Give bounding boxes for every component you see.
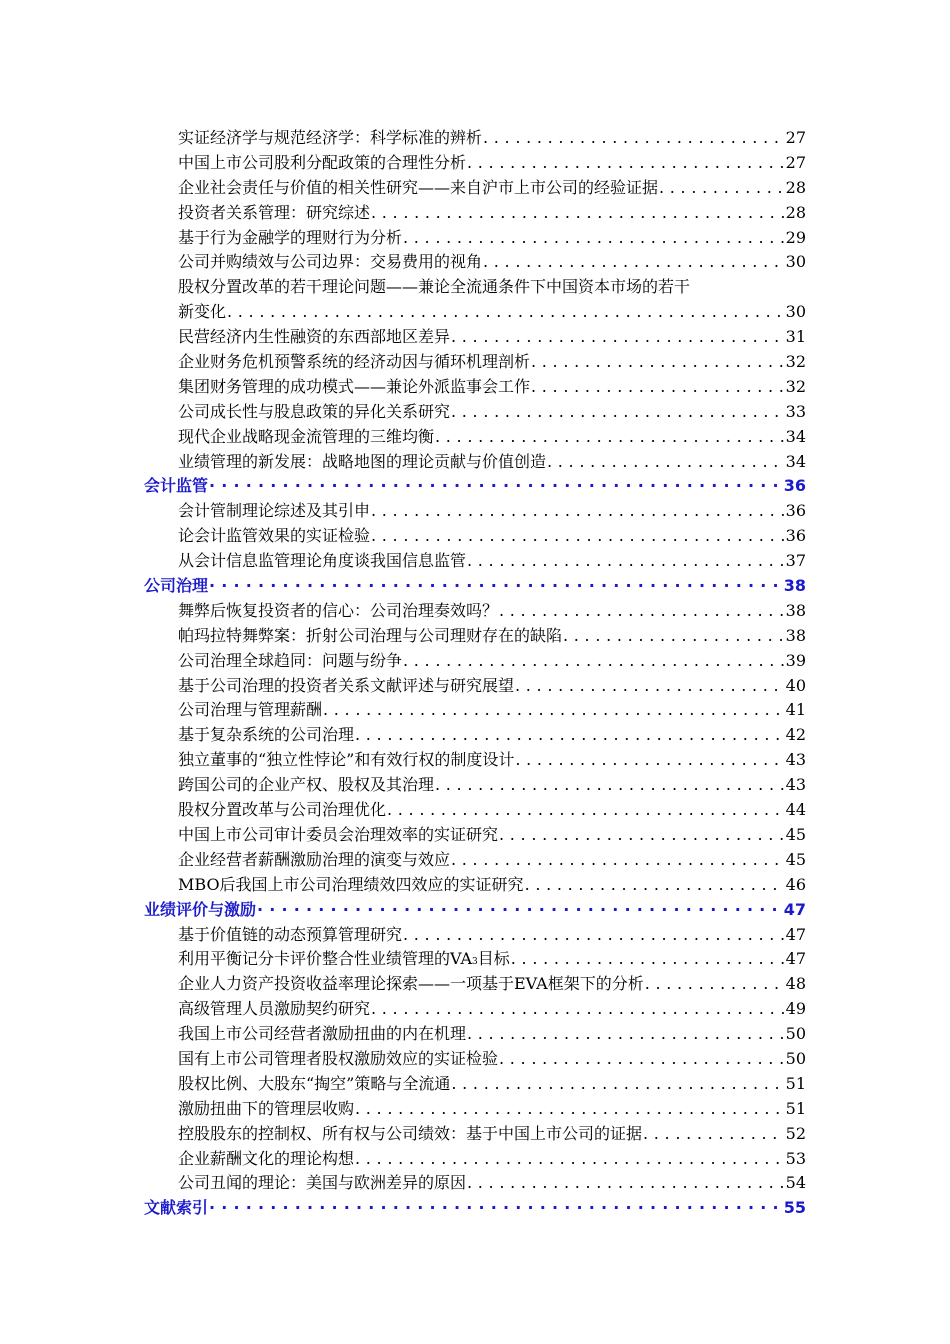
toc-entry-link[interactable] xyxy=(178,1022,806,1047)
dot-leader xyxy=(483,250,784,275)
toc-page-number: 30 xyxy=(785,252,806,272)
toc-entry-title: 论会计监管效果的实证检验 xyxy=(178,526,371,546)
toc-entry-title: 国有上市公司管理者股权激励效应的实证检验 xyxy=(178,1048,499,1068)
dot-leader xyxy=(563,624,784,649)
table-of-contents xyxy=(0,126,950,1221)
dot-leader xyxy=(403,226,784,251)
toc-entry-title: 公司治理全球趋同：问题与纷争 xyxy=(178,650,403,670)
toc-page-number: 27 xyxy=(785,128,806,147)
dot-leader xyxy=(403,923,784,948)
toc-entry-link[interactable] xyxy=(178,325,806,350)
toc-page-number: 51 xyxy=(785,1098,806,1118)
toc-entry-link[interactable] xyxy=(178,873,806,898)
dot-leader xyxy=(643,1122,784,1147)
dot-leader xyxy=(403,649,784,674)
toc-page-number: 54 xyxy=(785,1173,806,1193)
toc-page-number: 42 xyxy=(785,725,806,745)
dot-leader xyxy=(387,798,784,823)
toc-entry-link[interactable] xyxy=(178,923,806,948)
toc-entry-link[interactable] xyxy=(178,524,806,549)
dot-leader xyxy=(451,325,784,350)
toc-entry-title: 现代企业战略现金流管理的三维均衡 xyxy=(178,426,435,446)
toc-page-number: 38 xyxy=(785,625,806,645)
toc-page-number: 52 xyxy=(785,1123,806,1143)
toc-entry-link[interactable] xyxy=(178,300,806,325)
dot-leader xyxy=(209,1196,782,1221)
dot-leader xyxy=(467,1022,784,1047)
toc-entry-title: 从会计信息监管理论角度谈我国信息监管 xyxy=(178,551,467,571)
dot-leader xyxy=(257,898,782,923)
toc-entry-title: 舞弊后恢复投资者的信心：公司治理奏效吗？ xyxy=(178,600,499,620)
dot-leader xyxy=(435,773,784,798)
dot-leader xyxy=(355,1147,784,1172)
dot-leader xyxy=(531,350,784,375)
toc-page-number: 45 xyxy=(785,849,806,869)
toc-entry-link[interactable] xyxy=(178,1097,806,1122)
toc-entry-link[interactable] xyxy=(178,649,806,674)
toc-page-number: 36 xyxy=(785,501,806,521)
toc-entry-title: 公司丑闻的理论：美国与欧洲差异的原因 xyxy=(178,1173,467,1193)
toc-page-number: 40 xyxy=(785,675,806,695)
toc-entry-title: 基于行为金融学的理财行为分析 xyxy=(178,227,403,247)
toc-entry-title: 民营经济内生性融资的东西部地区差异 xyxy=(178,327,451,347)
toc-entry-title: 投资者关系管理：研究综述 xyxy=(178,202,371,222)
toc-page-number: 38 xyxy=(785,600,806,620)
toc-page-number: 46 xyxy=(785,874,806,894)
toc-entry-title: 中国上市公司审计委员会治理效率的实证研究 xyxy=(178,824,499,844)
toc-entry-link[interactable] xyxy=(178,798,806,823)
toc-page-number: 51 xyxy=(785,1073,806,1093)
toc-entry-link[interactable] xyxy=(178,226,806,251)
toc-entry-link[interactable] xyxy=(178,151,806,176)
toc-page-number: 32 xyxy=(785,376,806,396)
toc-page-number: 47 xyxy=(785,949,806,969)
toc-entry-title: 企业财务危机预警系统的经济动因与循环机理剖析 xyxy=(178,352,531,372)
toc-page-number: 27 xyxy=(785,152,806,172)
toc-entry-link[interactable] xyxy=(178,972,806,997)
toc-entry-link[interactable]: 利用平衡记分卡评价整合性业绩管理的VA 3 目标 . . . 47 xyxy=(178,947,806,972)
toc-entry-link[interactable] xyxy=(178,674,806,699)
toc-entry-link[interactable] xyxy=(178,350,806,375)
dot-leader xyxy=(467,1171,784,1196)
toc-entry-link[interactable] xyxy=(178,773,806,798)
dot-leader xyxy=(371,499,784,524)
dot-leader xyxy=(323,698,784,723)
toc-entry-title: 股权分置改革与公司治理优化 xyxy=(178,800,387,820)
toc-entry-link[interactable] xyxy=(178,499,806,524)
toc-page-number: 37 xyxy=(785,551,806,571)
dot-leader xyxy=(371,524,784,549)
toc-entry-link[interactable] xyxy=(178,375,806,400)
toc-page-number: 34 xyxy=(785,451,806,471)
toc-page-number: 45 xyxy=(785,824,806,844)
dot-leader xyxy=(499,1047,784,1072)
toc-page-number: 36 xyxy=(785,526,806,546)
toc-page-number: 55 xyxy=(783,1198,806,1218)
toc-page-number: 41 xyxy=(785,700,806,720)
toc-page-number: 34 xyxy=(785,426,806,446)
toc-entry-title: 基于复杂系统的公司治理 xyxy=(178,725,355,745)
dot-leader xyxy=(659,176,784,201)
toc-page-number: 28 xyxy=(785,177,806,197)
toc-entry-link[interactable] xyxy=(178,176,806,201)
toc-entry-title: 集团财务管理的成功模式——兼论外派监事会工作 xyxy=(178,376,531,396)
toc-page-number: 39 xyxy=(785,650,806,670)
toc-entry-title: 中国上市公司股利分配政策的合理性分析 xyxy=(178,152,467,172)
toc-entry-title: 业绩管理的新发展：战略地图的理论贡献与价值创造 xyxy=(178,451,547,471)
toc-entry-link[interactable] xyxy=(178,748,806,773)
toc-section-link[interactable] xyxy=(144,574,806,599)
toc-entry-title: 激励扭曲下的管理层收购 xyxy=(178,1098,355,1118)
toc-page-number: 48 xyxy=(785,974,806,994)
toc-page-number: 49 xyxy=(785,999,806,1019)
dot-leader xyxy=(499,823,784,848)
dot-leader xyxy=(451,1072,783,1097)
toc-entry-link[interactable] xyxy=(178,126,806,151)
toc-entry-link[interactable] xyxy=(178,450,806,475)
toc-entry-title: 基于公司治理的投资者关系文献评述与研究展望 xyxy=(178,675,515,695)
toc-page-number: 36 xyxy=(783,476,806,496)
dot-leader xyxy=(435,425,784,450)
toc-entry-title-suffix: 目标 xyxy=(477,949,510,969)
dot-leader xyxy=(511,947,784,972)
toc-page-number: 33 xyxy=(785,401,806,421)
toc-page-number: 32 xyxy=(785,352,806,372)
toc-page-number: 47 xyxy=(783,899,806,919)
toc-section-title: 业绩评价与激励 xyxy=(144,899,257,919)
toc-entry-title: 独立董事的“独立性悖论”和有效行权的制度设计 xyxy=(178,750,515,770)
toc-entry-title: 我国上市公司经营者激励扭曲的内在机理 xyxy=(178,1024,467,1044)
toc-entry-title: 实证经济学与规范经济学：科学标准的辨析 xyxy=(178,128,483,147)
toc-section-title: 文献索引 xyxy=(144,1198,209,1218)
toc-entry-link[interactable] xyxy=(178,698,806,723)
dot-leader xyxy=(483,126,784,151)
toc-entry-title: 企业人力资产投资收益率理论探索——一项基于EVA框架下的分析 xyxy=(178,974,644,994)
toc-entry-link[interactable] xyxy=(178,823,806,848)
toc-entry-link[interactable] xyxy=(178,1147,806,1172)
toc-entry-title: 企业经营者薪酬激励治理的演变与效应 xyxy=(178,849,451,869)
toc-page-number: 31 xyxy=(785,327,806,347)
toc-page-number: 38 xyxy=(783,576,806,596)
toc-entry-title: 公司并购绩效与公司边界：交易费用的视角 xyxy=(178,252,483,272)
toc-entry-link[interactable] xyxy=(178,997,806,1022)
toc-entry-link[interactable] xyxy=(178,848,806,873)
toc-page-number: 30 xyxy=(785,302,806,322)
toc-entry-title: 跨国公司的企业产权、股权及其治理 xyxy=(178,775,435,795)
toc-entry-link[interactable] xyxy=(178,400,806,425)
toc-entry-title: 新变化 xyxy=(178,302,227,322)
toc-entry-link[interactable] xyxy=(178,1171,806,1196)
toc-page-number: 50 xyxy=(785,1048,806,1068)
dot-leader xyxy=(451,400,784,425)
toc-entry-title: 利用平衡记分卡评价整合性业绩管理的VA xyxy=(178,949,473,969)
toc-entry-title: 基于价值链的动态预算管理研究 xyxy=(178,924,403,944)
toc-section-link[interactable] xyxy=(144,474,806,499)
toc-page-number: 43 xyxy=(785,775,806,795)
toc-section-link[interactable] xyxy=(144,898,806,923)
toc-entry-link[interactable] xyxy=(178,723,806,748)
toc-page-number: 28 xyxy=(785,202,806,222)
toc-page-number: 47 xyxy=(785,924,806,944)
dot-leader xyxy=(227,300,784,325)
toc-section-title: 会计监管 xyxy=(144,476,209,496)
toc-page-number: 43 xyxy=(785,750,806,770)
toc-entry-title: 企业社会责任与价值的相关性研究——来自沪市上市公司的经验证据 xyxy=(178,177,659,197)
toc-entry-title: 高级管理人员激励契约研究 xyxy=(178,999,371,1019)
dot-leader xyxy=(515,748,783,773)
toc-entry-title: 帕玛拉特舞弊案：折射公司治理与公司理财存在的缺陷 xyxy=(178,625,563,645)
dot-leader xyxy=(499,599,784,624)
dot-leader xyxy=(547,450,784,475)
dot-leader xyxy=(209,574,782,599)
toc-entry-link[interactable] xyxy=(178,201,806,226)
dot-leader xyxy=(467,151,784,176)
toc-entry-link[interactable] xyxy=(178,1072,806,1097)
toc-entry-title: 企业薪酬文化的理论构想 xyxy=(178,1148,355,1168)
toc-entry-title: 控股股东的控制权、所有权与公司绩效：基于中国上市公司的证据 xyxy=(178,1123,643,1143)
toc-entry-link[interactable] xyxy=(178,425,806,450)
toc-entry-link[interactable] xyxy=(178,1047,806,1072)
toc-page-number: 50 xyxy=(785,1024,806,1044)
dot-leader xyxy=(209,474,782,499)
dot-leader xyxy=(371,997,784,1022)
toc-page-number: 53 xyxy=(785,1148,806,1168)
dot-leader xyxy=(531,375,784,400)
dot-leader xyxy=(355,723,784,748)
dot-leader xyxy=(467,549,784,574)
dot-leader xyxy=(355,1097,784,1122)
toc-entry-title: 公司成长性与股息政策的异化关系研究 xyxy=(178,401,451,421)
toc-entry-title: 股权比例、大股东“掏空”策略与全流通 xyxy=(178,1073,451,1093)
dot-leader xyxy=(451,848,784,873)
toc-section-title: 公司治理 xyxy=(144,576,209,596)
toc-page-number: 44 xyxy=(785,800,806,820)
toc-page-number: 29 xyxy=(785,227,806,247)
toc-entry-link[interactable] xyxy=(178,599,806,624)
toc-entry-title: 会计管制理论综述及其引申 xyxy=(178,501,371,521)
toc-entry-link[interactable] xyxy=(178,549,806,574)
dot-leader xyxy=(371,201,784,226)
dot-leader xyxy=(525,873,784,898)
dot-leader xyxy=(645,972,784,997)
toc-entry-link[interactable] xyxy=(178,1122,806,1147)
dot-leader xyxy=(515,674,784,699)
toc-entry-title: 公司治理与管理薪酬 xyxy=(178,700,323,720)
toc-section-link[interactable] xyxy=(144,1196,806,1221)
toc-entry-title: MBO后我国上市公司治理绩效四效应的实证研究 xyxy=(178,874,524,894)
toc-entry-title-line: 股权分置改革的若干理论问题——兼论全流通条件下中国资本市场的若干 xyxy=(178,277,691,297)
toc-entry-link[interactable] xyxy=(178,250,806,275)
toc-entry-link[interactable] xyxy=(178,624,806,649)
